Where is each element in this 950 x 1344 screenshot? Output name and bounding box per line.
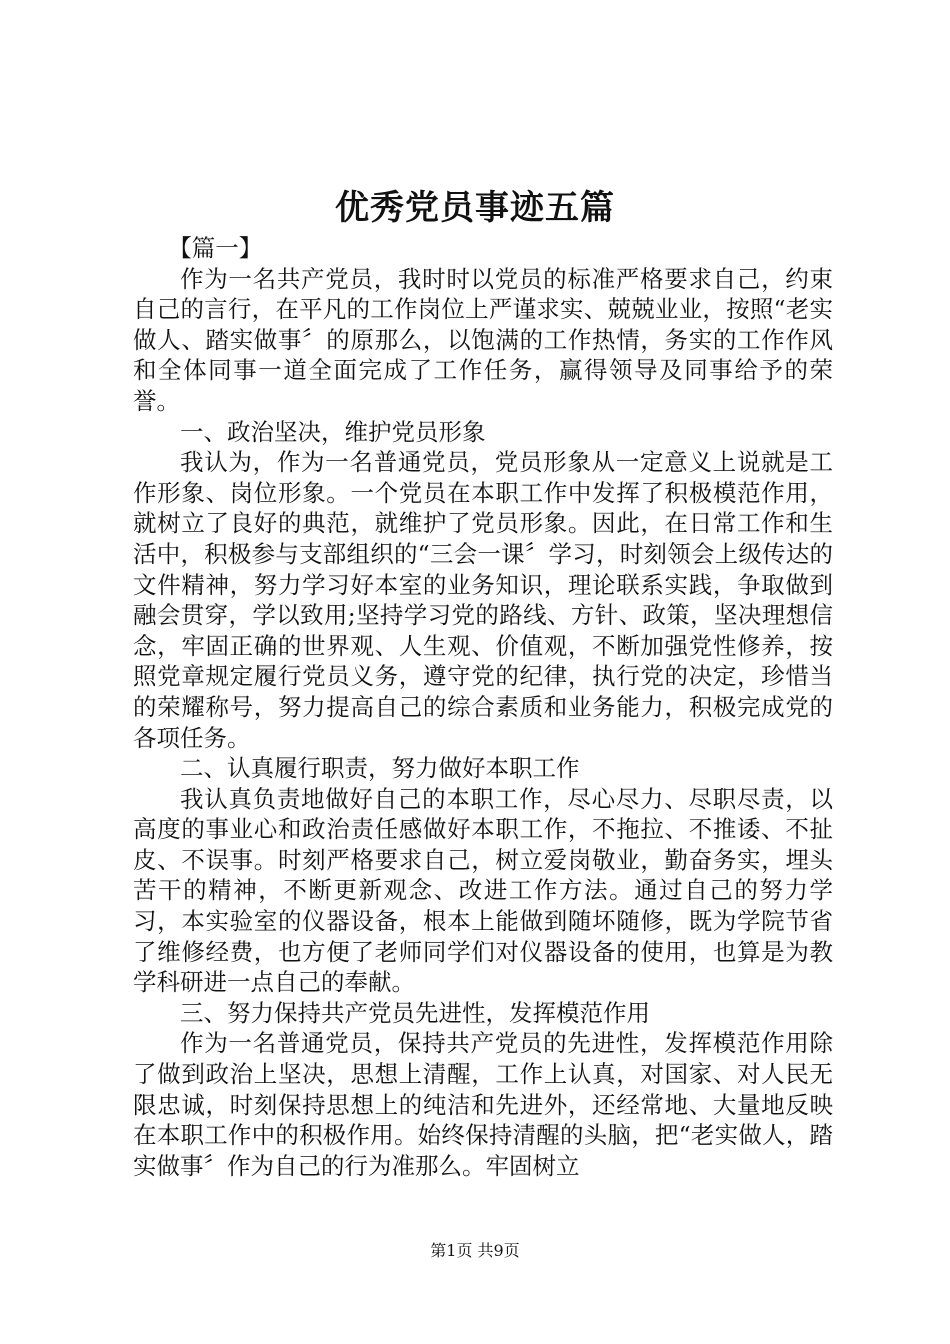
page-number-footer: 第1页 共9页 (430, 1241, 520, 1260)
section-heading: 二、认真履行职责，努力做好本职工作 (180, 754, 580, 783)
paragraph: 我认真负责地做好自己的本职工作，尽心尽力、尽职尽责，以高度的事业心和政治责任感做好本职工作，不拖拉、不推诿、不扯皮、不误事。时刻严格要求自己，树立爱岗敬业，勤奋务实，埋头苦干的精神，不断更新观念、改进工作方法。通过自己的努力学习，本实验室的仪器设备，根本上能做到随坏随修，既为学院节省了维修经费，也方便了老师同学们对仪器设备的使用，也算是为教学科研进一点自己的奉献。 (133, 784, 833, 997)
section-heading: 一、政治坚决，维护党员形象 (180, 417, 486, 446)
paragraph: 作为一名共产党员，我时时以党员的标准严格要求自己，约束自己的言行，在平凡的工作岗位上严谨求实、兢兢业业，按照“老实做人、踏实做事〞的原那么，以饱满的工作热情，务实的工作作风和全体同事一道全面完成了工作任务，赢得领导及同事给予的荣誉。 (133, 264, 833, 415)
document-title: 优秀党员事迹五篇 (335, 188, 615, 228)
paragraph: 我认为，作为一名普通党员，党员形象从一定意义上说就是工作形象、岗位形象。一个党员在本职工作中发挥了积极模范作用，就树立了良好的典范，就维护了党员形象。因此，在日常工作和生活中，积极参与支部组织的“三会一课〞学习，时刻领会上级传达的文件精神，努力学习好本室的业务知识，理论联系实践，争取做到融会贯穿，学以致用;坚持学习党的路线、方针、政策，坚决理想信念，牢固正确的世界观、人生观、价值观，不断加强党性修养，按照党章规定履行党员义务，遵守党的纪律，执行党的决定，珍惜当的荣耀称号，努力提高自己的综合素质和业务能力，积极完成党的各项任务。 (133, 448, 833, 752)
document-body (133, 233, 833, 1181)
section-label: 【篇一】 (168, 234, 263, 262)
section-heading: 三、努力保持共产党员先进性，发挥模范作用 (180, 998, 650, 1027)
paragraph: 作为一名普通党员，保持共产党员的先进性，发挥模范作用除了做到政治上坚决，思想上清醒，工作上认真，对国家、对人民无限忠诚，时刻保持思想上的纯洁和先进外，还经常地、大量地反映在本职工作中的积极作用。始终保持清醒的头脑，把“老实做人，踏实做事〞作为自己的行为准那么。牢固树立 (133, 1029, 833, 1180)
